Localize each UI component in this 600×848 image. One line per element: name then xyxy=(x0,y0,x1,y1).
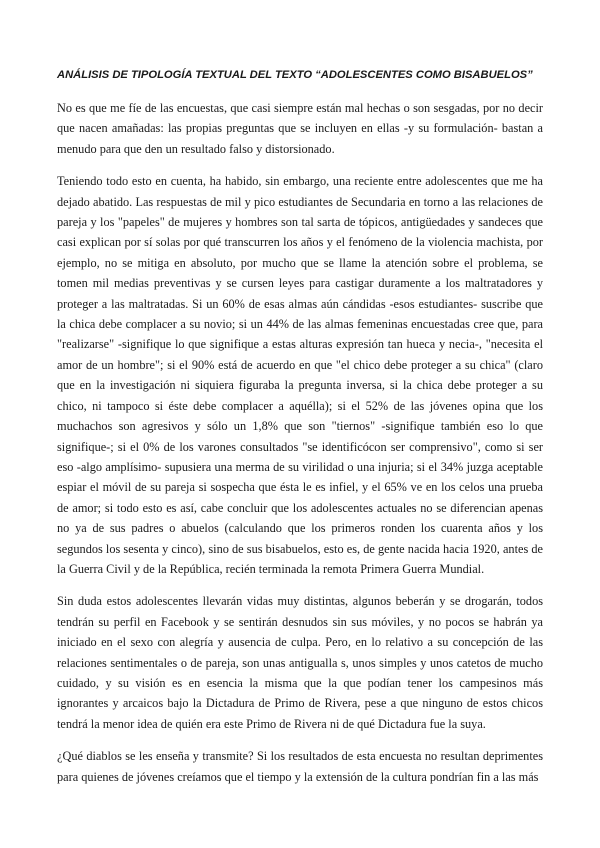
paragraph-2: Teniendo todo esto en cuenta, ha habido, sin embargo, una reciente entre adolescentes que me ha dejado abatido. Las respuestas de mil y pico estudiantes de Secundaria en torno a las relaciones de pareja y los "papeles" de mujeres y hombres son tal sarta de tópicos, antigüedades y sandeces que casi explican por sí solas por qué transcurren los años y el fenómeno de la violencia machista, por ejemplo, no se mitiga en absoluto, por mucho que se llame la atención sobre el problema, se tomen mil medias preventivas y se cursen leyes para castigar duramente a los maltratadores y proteger a las maltratadas. Si un 60% de esas almas aún cándidas -esos estudiantes- suscribe que la chica debe complacer a su novio; si un 44% de las almas femeninas encuestadas cree que, para "realizarse" -signifique lo que signifique a estas alturas expresión tan hueca y necia-, "necesita el amor de un hombre"; si el 90% está de acuerdo en que "el chico debe proteger a su chica" (claro que en la investigación ni siquiera figuraba la pregunta inversa, si la chica debe proteger a su chico, ni tampoco si éste debe complacer a aquélla); si el 52% de las jóvenes opina que los muchachos son agresivos y sólo un 1,8% que son "tiernos" -signifique también eso lo que signifique-; si el 0% de los varones consultados "se identificócon ser comprensivo", como si ser eso -algo amplísimo- supusiera una merma de su virilidad o una injuria; si el 34% juzga aceptable espiar el móvil de su pareja si sospecha que ésta le es infiel, y el 65% ve en los celos una prueba de amor; si todo esto es así, cabe concluir que los adolescentes actuales no se diferencian apenas no ya de sus padres o abuelos (calculando que los primeros ronden los cuarenta años y los segundos los sesenta y cinco), sino de sus bisabuelos, esto es, de gente nacida hacia 1920, antes de la Guerra Civil y de la República, recién terminada la remota Primera Guerra Mundial. xyxy=(57,174,543,576)
paragraph-1: No es que me fíe de las encuestas, que casi siempre están mal hechas o son sesgadas, por no decir que nacen amañadas: las propias preguntas que se incluyen en ellas -y su formulación- bastan a menudo para que den un resultado falso y distorsionado. xyxy=(57,101,543,156)
paragraph-3: Sin duda estos adolescentes llevarán vidas muy distintas, algunos beberán y se drogarán, todos tendrán su perfil en Facebook y se sentirán desnudos sin sus móviles, y no pocos se habrán ya iniciado en el sexo con alegría y ausencia de culpa. Pero, en lo relativo a su concepción de las relaciones sentimentales o de pareja, son unas antigualla s, unos simples y unos catetos de mucho cuidado, y su visión es en esencia la misma que la que podían tener los campesinos más ignorantes y arcaicos bajo la Dictadura de Primo de Rivera, pese a que ninguno de estos chicos tendrá la menor idea de quién era este Primo de Rivera ni de qué Dictadura fue la suya. xyxy=(57,594,543,731)
document-title: ANÁLISIS DE TIPOLOGÍA TEXTUAL DEL TEXTO “ADOLESCENTES COMO BISABUELOS” xyxy=(57,69,533,81)
paragraph-4: ¿Qué diablos se les enseña y transmite? Si los resultados de esta encuesta no resultan deprimentes para quienes de jóvenes creíamos que el tiempo y la extensión de la cultura pondrían fin a las más xyxy=(57,749,543,784)
document-page xyxy=(57,68,543,799)
